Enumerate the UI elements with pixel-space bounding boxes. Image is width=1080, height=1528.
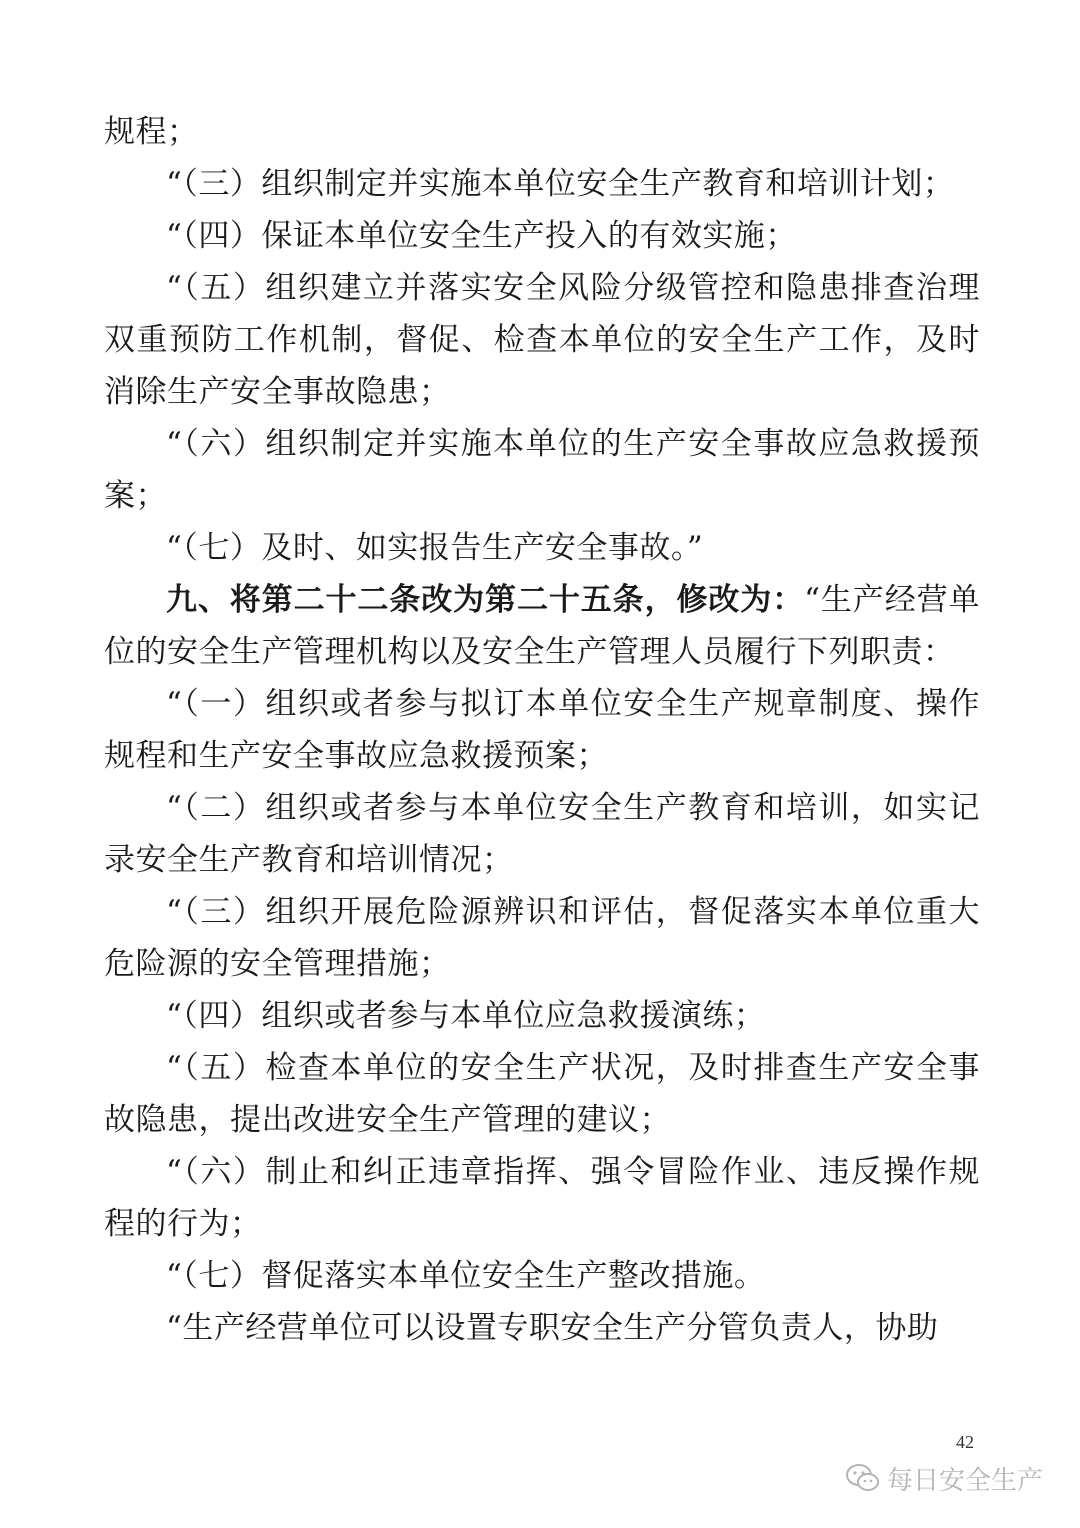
watermark [845,1458,1043,1498]
paragraph-14: “生产经营单位可以设置专职安全生产分管负责人，协助 [166,1310,939,1346]
page-number: 42 [956,1432,974,1452]
paragraph-1: “（三）组织制定并实施本单位安全生产教育和培训计划； [166,166,955,202]
watermark-text: 每日安全生产 [887,1465,1044,1496]
paragraph-8: “（二）组织或者参与本单位安全生产教育和培训，如实记录安全生产教育和培训情况； [104,790,980,878]
paragraph-5: “（七）及时、如实报告生产安全事故。” [166,530,704,566]
paragraph-11: “（五）检查本单位的安全生产状况，及时排查生产安全事故隐患，提出改进安全生产管理的建议； [104,1050,980,1138]
paragraph-10: “（四）组织或者参与本单位应急救援演练； [166,998,766,1034]
paragraph-2: “（四）保证本单位安全生产投入的有效实施； [166,218,797,254]
paragraph-12: “（六）制止和纠正违章指挥、强令冒险作业、违反操作规程的行为； [104,1154,980,1242]
paragraph-6 [104,574,980,678]
paragraph-0: 规程； [104,114,199,150]
article-amendment-heading: 九、将第二十二条改为第二十五条，修改为： [166,582,805,618]
paragraph-4: “（六）组织制定并实施本单位的生产安全事故应急救援预案； [104,426,980,514]
document-body [104,106,980,1354]
paragraph-7: “（一）组织或者参与拟订本单位安全生产规章制度、操作规程和生产安全事故应急救援预案； [104,686,980,774]
paragraph-6-text: “生产经营单位的安全生产管理机构以及安全生产管理人员履行下列职责： [104,582,981,670]
paragraph-13: “（七）督促落实本单位安全生产整改措施。 [166,1258,766,1294]
paragraph-3: “（五）组织建立并落实安全风险分级管控和隐患排查治理双重预防工作机制，督促、检查本单位的安全生产工作，及时消除生产安全事故隐患； [104,270,980,410]
wechat-icon [845,1463,881,1493]
paragraph-9: “（三）组织开展危险源辨识和评估，督促落实本单位重大危险源的安全管理措施； [104,894,980,982]
